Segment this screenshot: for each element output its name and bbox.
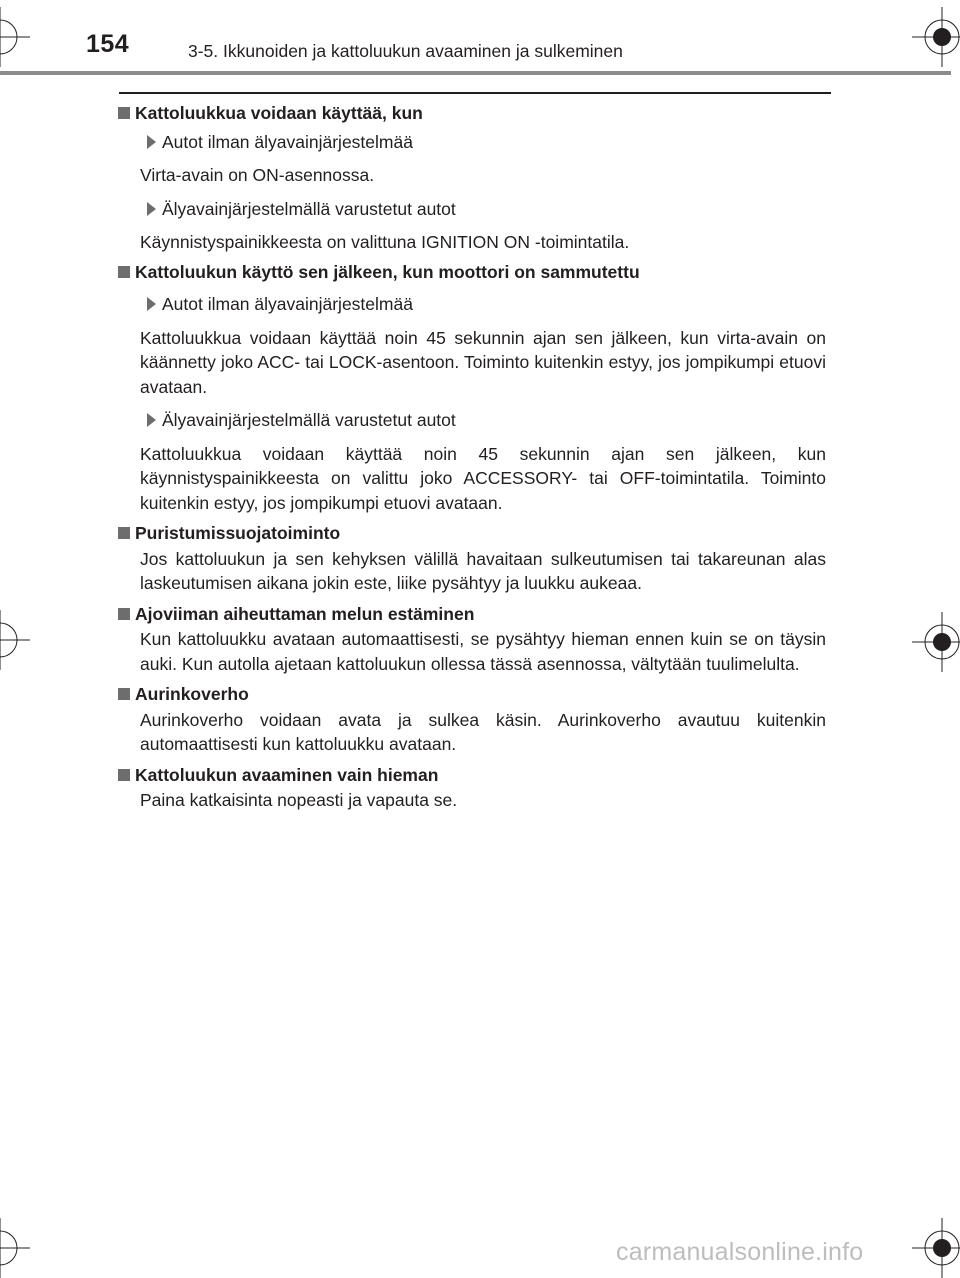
header-divider	[0, 71, 951, 75]
paragraph: Kun kattoluukku avataan automaattisesti, se pysähtyy hieman ennen kuin se on täysin auki. Kun autolla ajetaan kattoluukun ollessa tässä asennossa, vältytään tuulimelulta.	[140, 629, 826, 674]
triangle-bullet-icon	[147, 202, 156, 216]
paragraph: Käynnistyspainikkeesta on valittuna IGNITION ON -toimintatila.	[140, 232, 630, 252]
square-bullet-icon	[118, 266, 130, 278]
subheading-text: Älyavainjärjestelmällä varustetut autot	[162, 198, 456, 219]
subheading	[140, 130, 826, 155]
square-bullet-icon	[118, 769, 130, 781]
crop-mark-top-left	[0, 7, 30, 67]
paragraph: Virta-avain on ON-asennossa.	[140, 165, 375, 185]
paragraph: Kattoluukkua voidaan käyttää noin 45 sekunnin ajan sen jälkeen, kun käynnistyspainikkeesta on valittu joko ACCESSORY- tai OFF-toimintatila. Toiminto kuitenkin estyy, jos jompikumpi etuovi avataan.	[140, 443, 826, 513]
section-heading-text: Puristumissuojatoiminto	[135, 523, 341, 543]
paragraph: Aurinkoverho voidaan avata ja sulkea käsin. Aurinkoverho avautuu kuitenkin automaattisesti kun kattoluukku avataan.	[140, 709, 826, 754]
section-heading-text: Kattoluukun avaaminen vain hieman	[135, 764, 439, 785]
section-heading	[118, 260, 826, 285]
paragraph: Paina katkaisinta nopeasti ja vapauta se.	[140, 790, 458, 810]
subheading-text: Autot ilman älyavainjärjestelmää	[162, 131, 413, 152]
subheading-text: Älyavainjärjestelmällä varustetut autot	[162, 410, 456, 430]
triangle-bullet-icon	[147, 297, 156, 311]
crop-mark-bottom-left	[0, 1218, 30, 1278]
triangle-bullet-icon	[147, 413, 156, 427]
paragraph: Kattoluukkua voidaan käyttää noin 45 sekunnin ajan sen jälkeen, kun virta-avain on käännetty joko ACC- tai LOCK-asentoon. Toiminto kuitenkin estyy, jos jompikumpi etuovi avataan.	[140, 327, 826, 397]
section-heading-text: Ajoviiman aiheuttaman melun estäminen	[135, 603, 475, 624]
subheading	[140, 292, 826, 317]
registration-mark-top-right	[912, 7, 960, 67]
square-bullet-icon	[118, 688, 130, 700]
registration-mark-mid-right	[912, 612, 960, 672]
square-bullet-icon	[118, 107, 130, 119]
subheading	[140, 408, 826, 433]
content-divider	[119, 92, 831, 94]
page-number: 154	[86, 30, 130, 58]
section-heading-text: Aurinkoverho	[135, 684, 249, 704]
section-heading	[118, 682, 826, 707]
section-heading	[118, 602, 826, 627]
watermark: carmanualsonline.info	[616, 1238, 864, 1266]
section-heading-text: Kattoluukun käyttö sen jälkeen, kun moottori on sammutettu	[135, 261, 640, 282]
crop-mark-mid-left	[0, 610, 30, 670]
square-bullet-icon	[118, 608, 130, 620]
triangle-bullet-icon	[147, 135, 156, 149]
square-bullet-icon	[118, 527, 130, 539]
page-content	[118, 101, 826, 813]
paragraph: Jos kattoluukun ja sen kehyksen välillä havaitaan sulkeutumisen tai takareunan alas laskeutumisen aikana jokin este, liike pysähtyy ja luukku aukeaa.	[140, 548, 826, 593]
section-heading-text: Kattoluukkua voidaan käyttää, kun	[135, 103, 423, 123]
subheading-text: Autot ilman älyavainjärjestelmää	[162, 294, 413, 314]
section-heading	[118, 763, 826, 788]
section-title: 3-5. Ikkunoiden ja kattoluukun avaaminen ja sulkeminen	[188, 41, 623, 61]
section-heading	[118, 521, 826, 546]
section-heading	[118, 101, 826, 126]
registration-mark-bottom-right	[912, 1218, 960, 1278]
subheading	[140, 197, 826, 222]
